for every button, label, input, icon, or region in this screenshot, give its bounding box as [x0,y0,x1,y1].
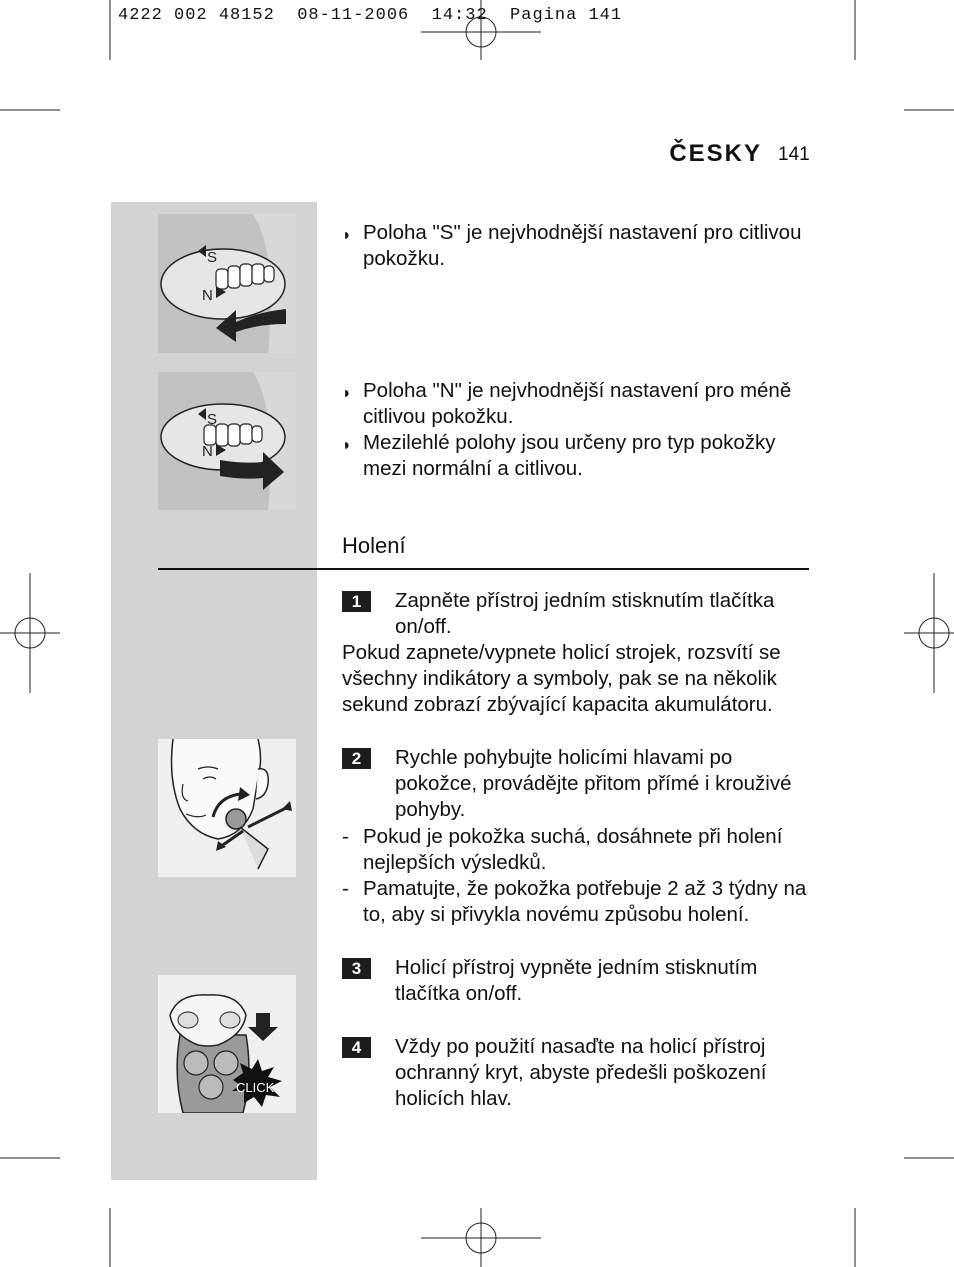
list-item [342,824,812,876]
list-item [342,876,812,928]
list-item [342,430,812,482]
s-label: S [207,411,218,428]
step-text-4: Vždy po použití nasaďte na holicí přístroj ochranný kryt, abyste předešli poškození holicích hlav. [395,1035,767,1110]
n-label: N [202,443,213,460]
illustration-n-position [158,372,296,510]
step-text-2: Rychle pohybujte holicími hlavami po pokožce, provádějte přitom přímé i krouživé pohyby. [395,746,792,821]
illustration-shaving-face [158,739,296,877]
dash-icon: - [342,877,349,900]
illustration-cap-click [158,975,296,1113]
bullet-list-mid [342,378,812,482]
step-number-1: 1 [342,591,371,612]
bullet-list-top [342,220,812,272]
step2-dash-list [342,824,812,928]
list-item [342,220,812,272]
step-number-2: 2 [342,748,371,769]
step-text-3: Holicí přístroj vypněte jedním stisknutím tlačítka on/off. [395,956,758,1005]
bullet-text: Poloha "N" je nejvhodnější nastavení pro méně citlivou pokožku. [363,379,792,428]
section-rule [158,568,809,570]
dash-text: Pokud je pokožka suchá, dosáhnete při holení nejlepších výsledků. [363,825,783,874]
step-number-4: 4 [342,1037,371,1058]
bullet-icon: ◗ [342,437,352,454]
arrow-down-icon [248,1013,278,1041]
bullet-icon: ◗ [342,385,352,402]
list-item [342,378,812,430]
step1-note: Pokud zapnete/vypnete holicí strojek, rozsvítí se všechny indikátory a symboly, pak se na několik sekund zobrazí zbývající kapacita akumulátoru. [342,641,781,716]
bullet-text: Mezilehlé polohy jsou určeny pro typ pokožky mezi normální a citlivou. [363,431,776,480]
s-label: S [207,249,218,266]
click-label: CLICK [236,1080,275,1095]
bullet-text: Poloha "S" je nejvhodnější nastavení pro citlivou pokožku. [363,221,802,270]
n-label: N [202,287,213,304]
dash-text: Pamatujte, že pokožka potřebuje 2 až 3 týdny na to, aby si přivykla novému způsobu holení. [363,877,807,926]
page-title: ČESKY [669,140,762,167]
dash-icon: - [342,825,349,848]
section-title: Holení [342,533,406,558]
bullet-icon: ◗ [342,227,352,244]
page-number: 141 [778,144,810,165]
printer-line: 4222 002 48152 08-11-2006 14:32 Pagina 141 [118,6,623,25]
illustration-s-position [158,214,296,353]
step-number-3: 3 [342,958,371,979]
step-text-1: Zapněte přístroj jedním stisknutím tlačítka on/off. [395,589,775,638]
